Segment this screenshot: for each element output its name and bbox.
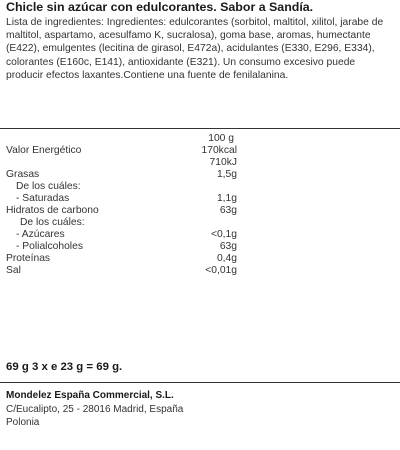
company-name: Mondelez España Commercial, S.L. [6,390,174,401]
nutrient-label: De los cuáles: [20,217,85,228]
nutrient-label: - Saturadas [16,193,70,204]
nutrition-row-protein [0,253,400,265]
nutrient-value: 63g [219,241,237,252]
company-address: C/Eucalipto, 25 - 28016 Madrid, España [6,404,184,415]
per-100g-header: 100 g [208,133,234,144]
nutrition-row-energy-kj [0,157,400,169]
nutrition-row-carbohydrates [0,205,400,217]
nutrient-value: 710kJ [209,157,237,168]
nutrient-value: 63g [219,205,237,216]
nutrition-row-saturated [0,193,400,205]
divider-bottom [0,382,400,383]
nutrition-row-carbs-of-which [0,217,400,229]
ingredients-list: Lista de ingredientes: Ingredientes: edulcorantes (sorbitol, maltitol, xilitol, jarabe de maltitol, aspartamo, acesulfamo K, sucralosa), goma base, aromas, humectante (E422), emulgentes (lecitina de girasol, E472a), acidulantes (E330, E296, E334), colorantes (E160c, E141), antioxidante (E321). Un consumo excesivo puede producir efectos laxantes.Contiene una fuente de fenilalanina. [6,17,384,81]
nutrient-label: Grasas [6,169,40,180]
nutrient-label: Proteínas [6,253,51,264]
nutrient-label: De los cuáles: [16,181,81,192]
nutrient-label: Hidratos de carbono [6,205,99,216]
nutrition-row-sugars [0,229,400,241]
nutrient-label: - Polialcoholes [16,241,83,252]
nutrition-row-polyols [0,241,400,253]
nutrient-value: 1,5g [216,169,237,180]
nutrient-value: <0,1g [210,229,237,240]
product-title: Chicle sin azúcar con edulcorantes. Sabor a Sandía. [6,0,314,14]
nutrient-label: Sal [6,265,21,276]
nutrient-value: 0,4g [216,253,237,264]
nutrient-value: <0,01g [205,265,237,276]
nutrition-row-fat [0,169,400,181]
net-weight-summary: 69 g 3 x e 23 g = 69 g. [6,361,123,373]
nutrition-row-energy-kcal [0,145,400,157]
nutrition-row-fat-of-which [0,181,400,193]
nutrition-header-row [0,133,400,145]
nutrient-label: - Azúcares [16,229,65,240]
divider-top [0,128,400,129]
nutrient-label: Valor Energético [6,145,82,156]
nutrient-value: 170kcal [201,145,237,156]
country-of-origin: Polonia [6,417,40,428]
nutrient-value: 1,1g [216,193,237,204]
nutrition-row-salt [0,265,400,277]
